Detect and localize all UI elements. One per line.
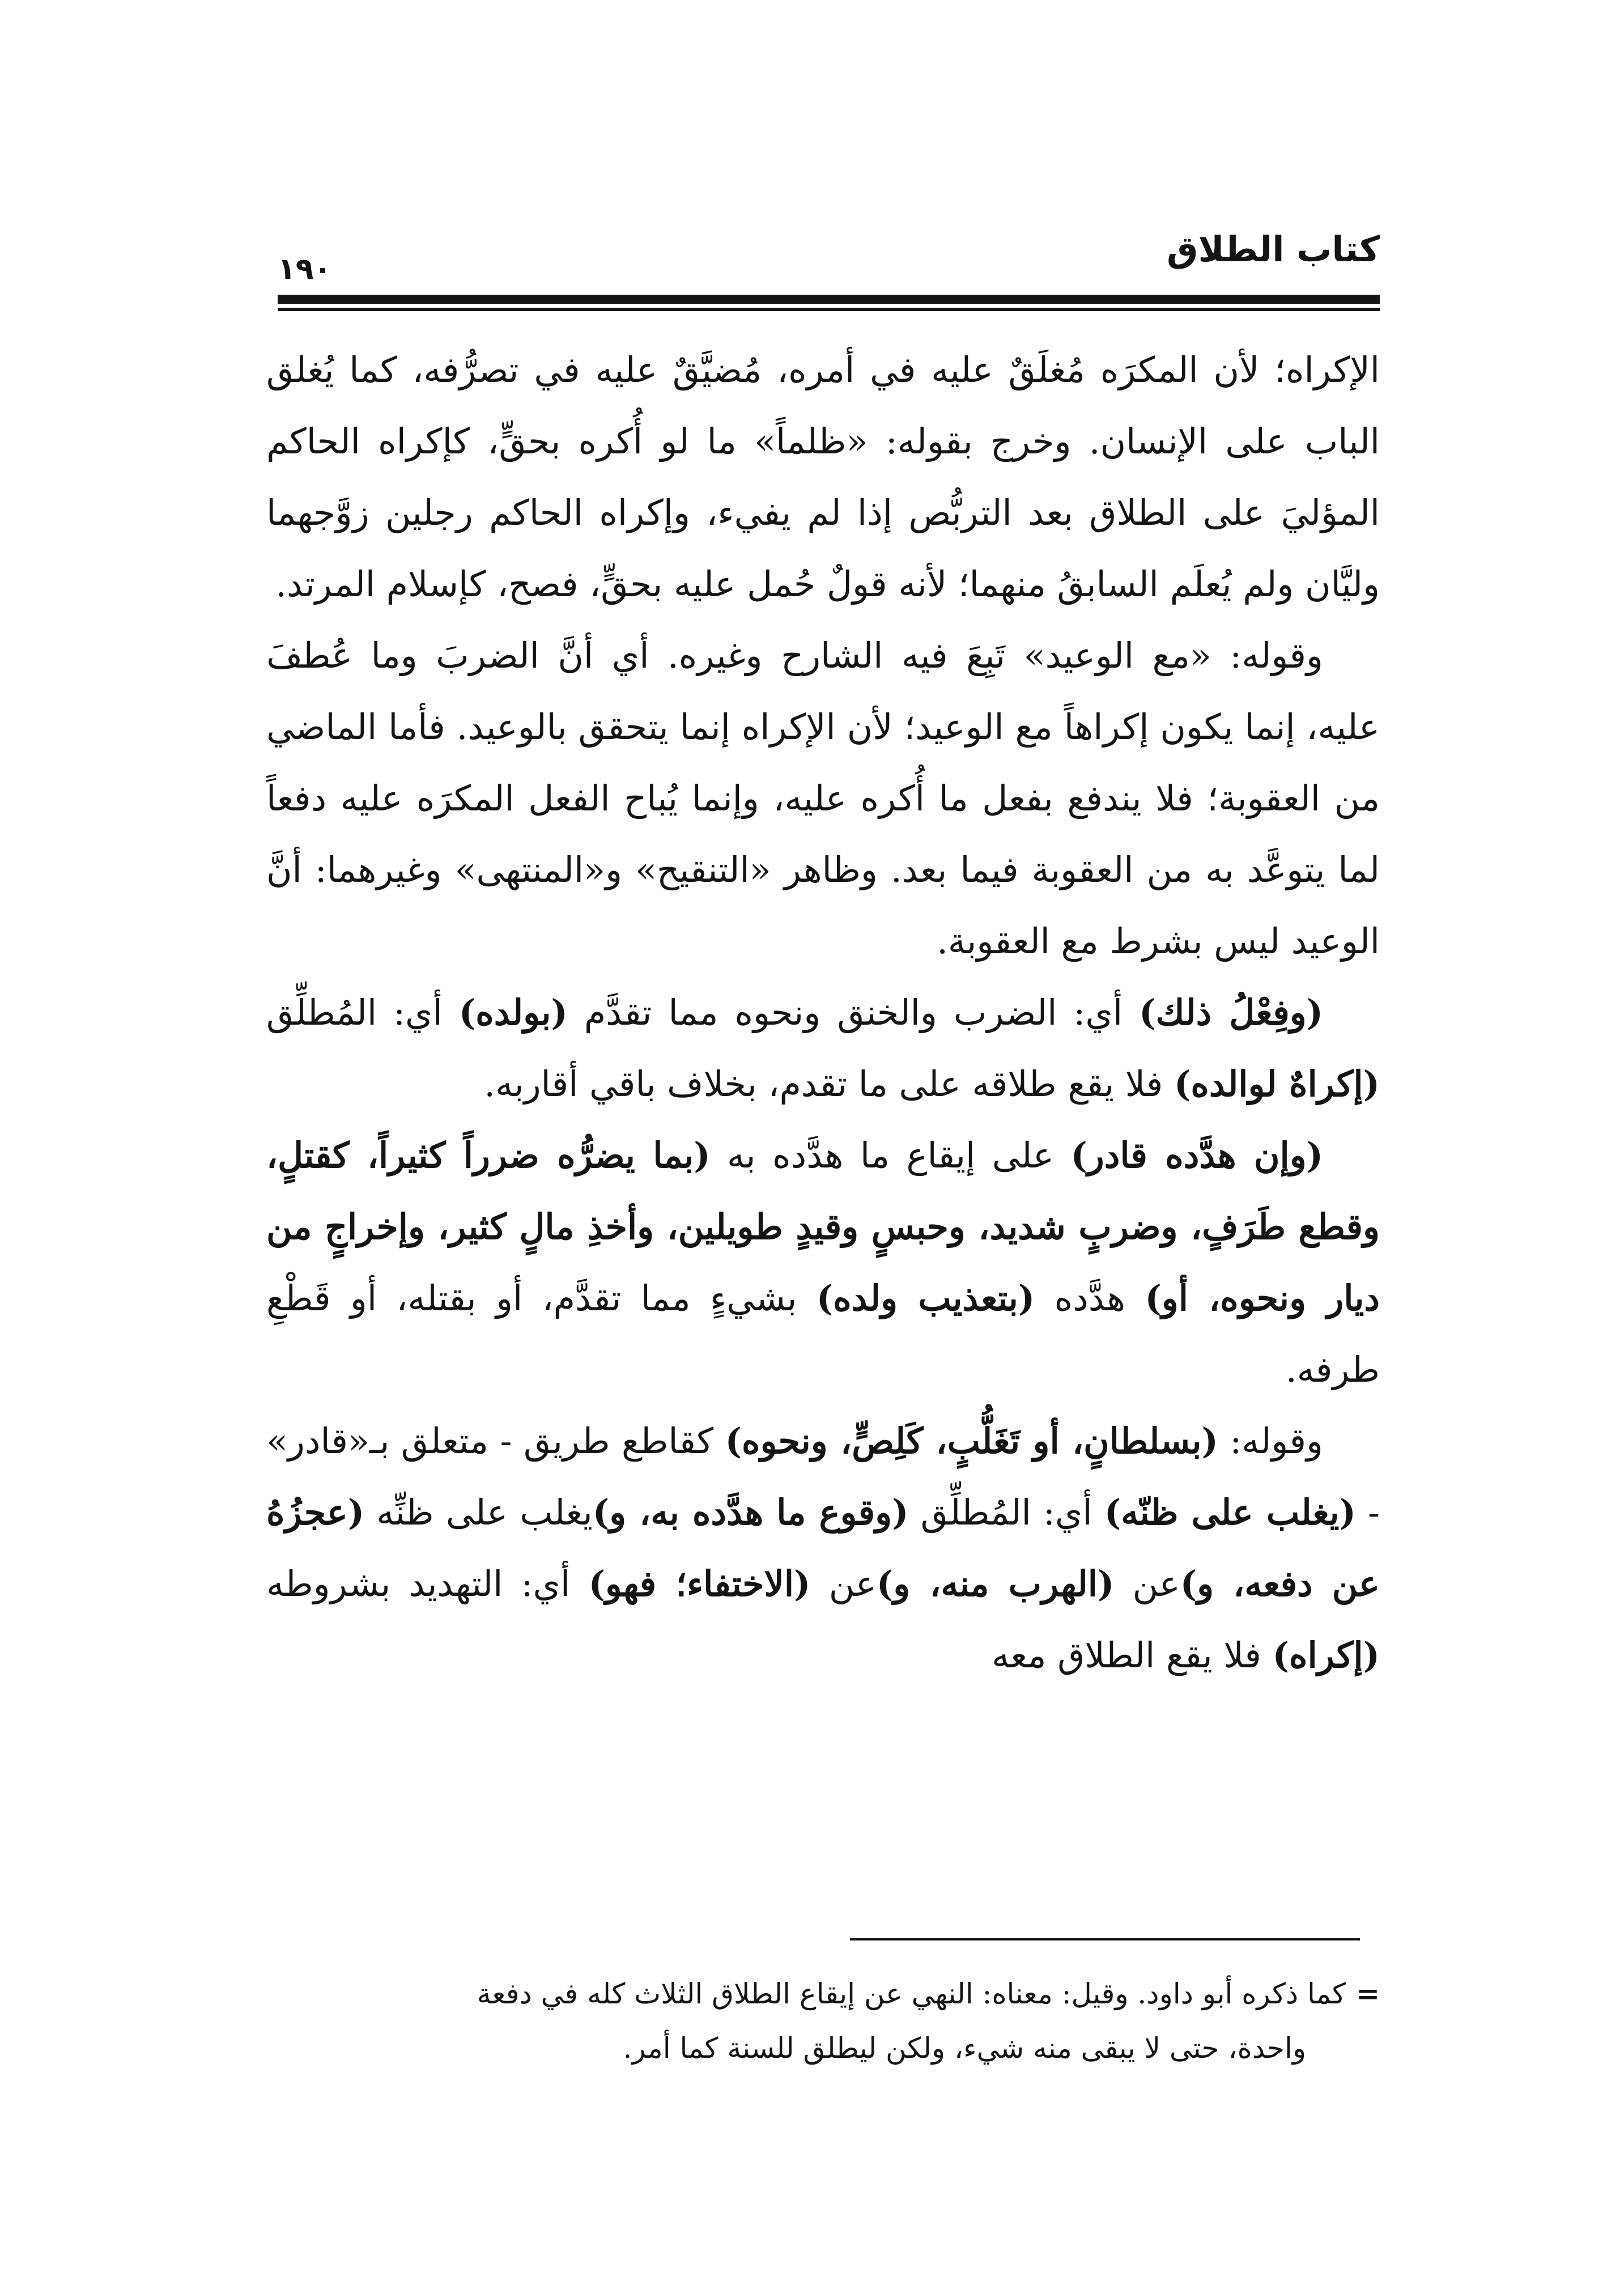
sharh-text: فلا يقع الطلاق معه xyxy=(992,1634,1273,1676)
matn-text: (إكراهٌ لوالده) xyxy=(1174,1063,1380,1105)
sharh-text: عن xyxy=(810,1563,877,1604)
footnote-line-1 xyxy=(249,1967,1380,2021)
footnote-separator xyxy=(850,1938,1360,1940)
sharh-text: أي: المُطلِّق xyxy=(908,1492,1104,1533)
sharh-text: عن xyxy=(1114,1563,1180,1604)
page-number: ١٩٠ xyxy=(278,252,332,286)
sharh-text: على إيقاع ما هدَّده به xyxy=(710,1135,1071,1176)
paragraph-1: الإكراه؛ لأن المكرَه مُغلَقٌ عليه في أمره، مُضيَّقٌ عليه في تصرُّفه، كما يُغلق الباب على الإنسان. وخرج بقوله: «ظلماً» ما لو أُكره بحقٍّ، كإكراه الحاكم المؤليَ على الطلاق بعد التربُّص إذا لم يفيء، وإكراه الحاكم رجلين زوَّجهما وليَّان ولم يُعلَم السابقُ منهما؛ لأنه قولٌ حُمل عليه بحقٍّ، فصح، كإسلام المرتد. xyxy=(266,349,1380,605)
sharh-text: كقاطع طريق - متعلق بـ«قادر» - xyxy=(266,1420,1380,1533)
matn-text: (وفِعْلُ ذلك) xyxy=(1139,992,1323,1033)
sharh-text: يغلب على ظنِّه xyxy=(364,1492,593,1533)
matn-text: (يغلب على ظنّه) xyxy=(1104,1492,1356,1533)
paragraph-4 xyxy=(266,1120,1380,1405)
matn-text: (إكراه) xyxy=(1272,1634,1380,1676)
sharh-text: وقوله: xyxy=(1218,1420,1323,1462)
paragraph-5 xyxy=(266,1405,1380,1691)
sharh-text: بشيءٍ مما تقدَّم، أو بقتله، أو قَطْعِ طرفه. xyxy=(266,1277,1380,1390)
footnote-line-2: واحدة، حتى لا يبقى منه شيء، ولكن ليطلق للسنة كما أمر. xyxy=(623,2032,1306,2065)
footnote-text: كما ذكره أبو داود. وقيل: معناه: النهي عن إيقاع الطلاق الثلاث كله في دفعة xyxy=(477,1977,1346,2010)
header-rule-thick xyxy=(278,295,1380,304)
matn-text: (بسلطانٍ، أو تَغَلُّبٍ، كَلِصٍّ، ونحوه) xyxy=(725,1420,1218,1462)
matn-text: (وإن هدَّده قادر) xyxy=(1070,1135,1323,1176)
matn-text: (وقوع ما هدَّده به، و) xyxy=(592,1492,909,1533)
matn-text: (الاختفاء؛ فهو) xyxy=(588,1563,811,1604)
matn-text: (بتعذيب ولده) xyxy=(816,1277,1035,1319)
matn-text: (عجزُهُ عن دفعه، و) xyxy=(266,1492,1380,1604)
page-header xyxy=(278,224,1380,286)
paragraph-2: وقوله: «مع الوعيد» تَبِعَ فيه الشارح وغيره. أي أنَّ الضربَ وما عُطفَ عليه، إنما يكون إكراهاً مع الوعيد؛ لأن الإكراه إنما يتحقق بالوعيد. فأما الماضي من العقوبة؛ فلا يندفع بفعل ما أُكره عليه، وإنما يُباح الفعل المكرَه عليه دفعاً لما يتوعَّد به من العقوبة فيما بعد. وظاهر «التنقيح» و«المنتهى» وغيرهما: أنَّ الوعيد ليس بشرط مع العقوبة. xyxy=(266,635,1380,962)
main-text xyxy=(266,334,1380,1691)
header-rule-thin xyxy=(278,308,1380,311)
matn-text: (بولده) xyxy=(458,992,568,1033)
paragraph-3 xyxy=(266,977,1380,1120)
sharh-text: هدَّده xyxy=(1035,1277,1145,1319)
book-title: كتاب الطلاق xyxy=(1167,228,1380,270)
footnote xyxy=(249,1967,1380,2075)
matn-text: (بما يضرُّه ضرراً كثيراً، كقتلٍ، وقطع طَرَفٍ، وضربٍ شديد، وحبسٍ وقيدٍ طويلين، وأخذِ مالٍ كثير، وإخراجٍ من ديار ونحوه، أو) xyxy=(266,1135,1380,1319)
sharh-text: أي: المُطلِّق xyxy=(266,992,459,1033)
sharh-text: أي: الضرب والخنق ونحوه مما تقدَّم xyxy=(567,992,1140,1033)
matn-text: (الهرب منه، و) xyxy=(876,1563,1115,1604)
footnote-continuation-marker: = xyxy=(1356,1977,1380,2010)
sharh-text: أي: التهديد بشروطه xyxy=(266,1563,589,1604)
sharh-text: فلا يقع طلاقه على ما تقدم، بخلاف باقي أقاربه. xyxy=(484,1063,1175,1105)
